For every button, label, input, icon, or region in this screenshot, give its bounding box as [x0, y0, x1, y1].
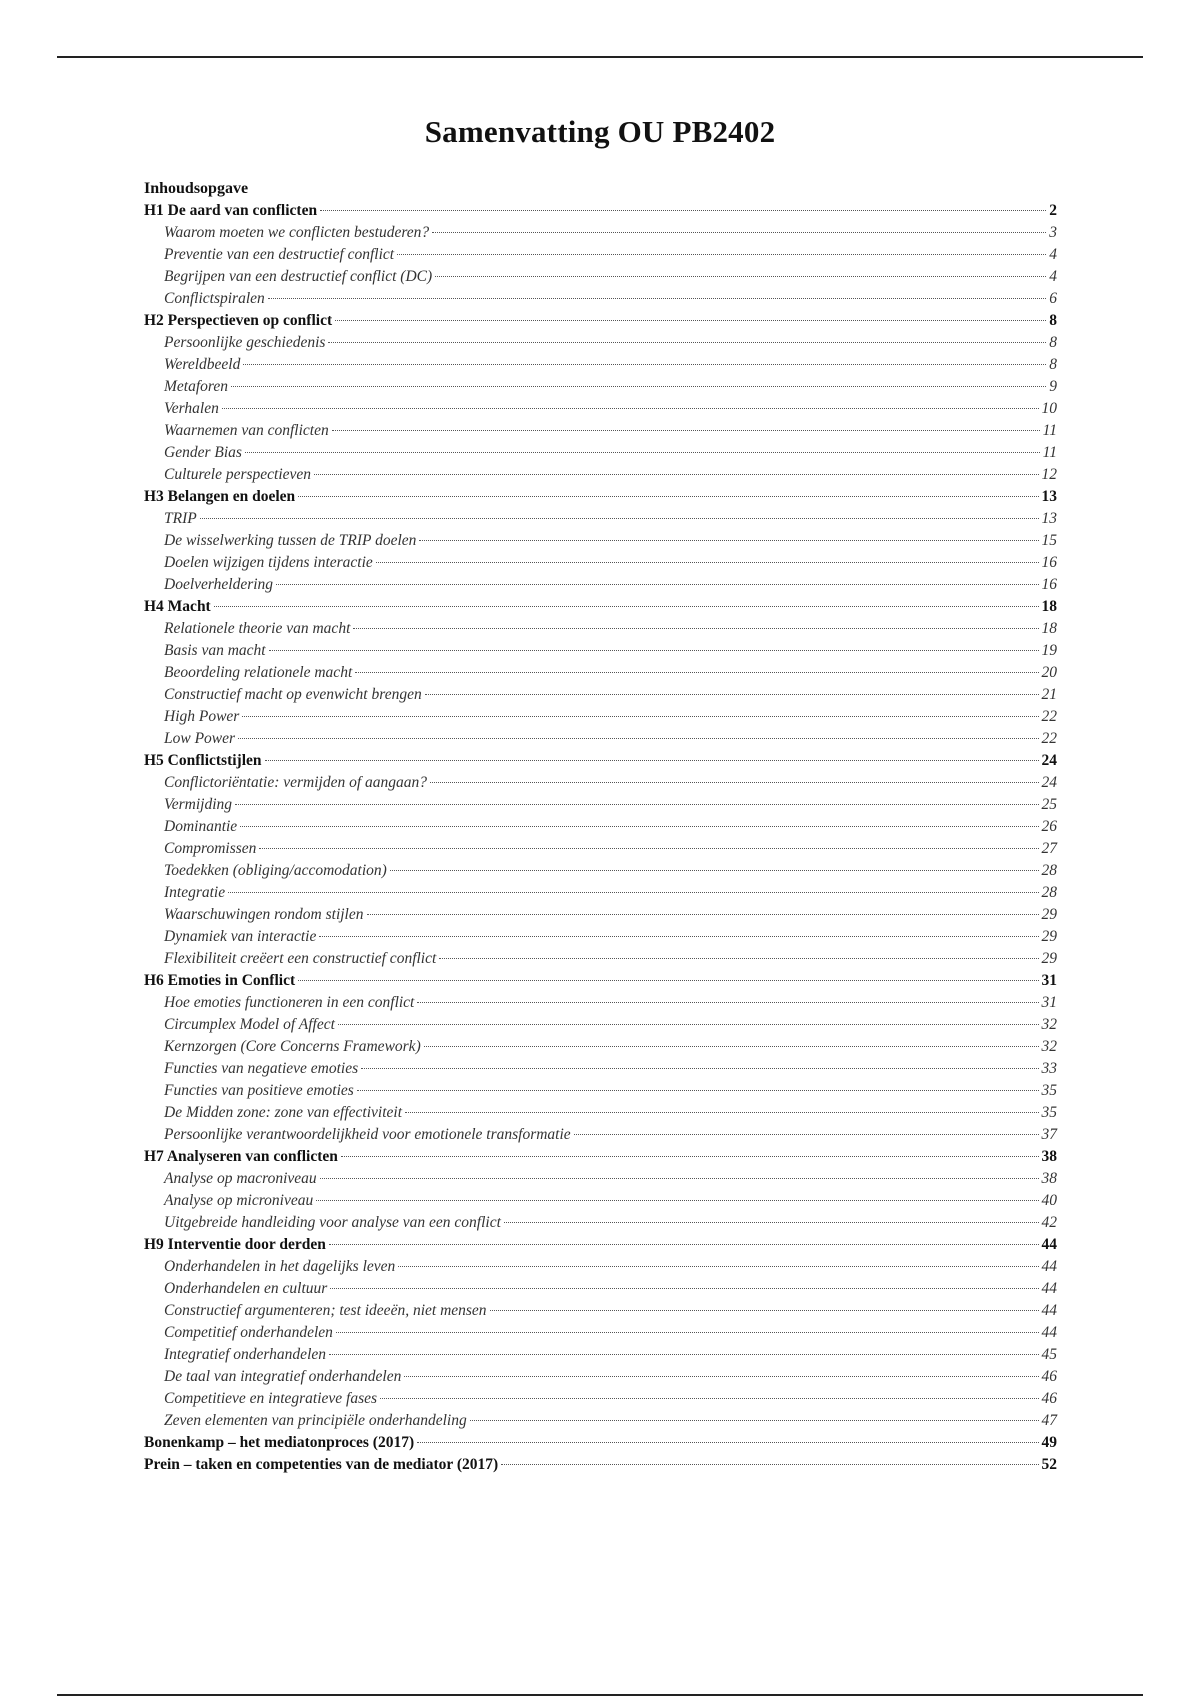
toc-entry-label: Waarschuwingen rondom stijlen	[164, 906, 364, 923]
toc-page-number: 22	[1041, 708, 1057, 725]
toc-dot-leader	[357, 1090, 1039, 1091]
toc-dot-leader	[316, 1200, 1038, 1201]
toc-page-number: 12	[1041, 466, 1057, 483]
toc-entry-label: Vermijding	[164, 796, 233, 813]
toc-page-number: 35	[1041, 1104, 1057, 1121]
toc-section-link[interactable]	[144, 772, 1057, 794]
toc-section-link[interactable]	[144, 640, 1057, 662]
toc-section-link[interactable]	[144, 398, 1057, 420]
toc-page-number: 3	[1049, 224, 1057, 241]
toc-entry-label: De Midden zone: zone van effectiviteit	[164, 1104, 403, 1121]
toc-page-number: 35	[1041, 1082, 1057, 1099]
toc-dot-leader	[430, 782, 1038, 783]
toc-entry-label: De wisselwerking tussen de TRIP doelen	[164, 532, 417, 549]
toc-dot-leader	[329, 1354, 1038, 1355]
toc-dot-leader	[574, 1134, 1039, 1135]
toc-section-link[interactable]	[144, 354, 1057, 376]
toc-section-link[interactable]	[144, 574, 1057, 596]
toc-entry-label: Gender Bias	[164, 444, 242, 461]
toc-section-link[interactable]	[144, 420, 1057, 442]
toc-entry-label: Waarom moeten we conflicten bestuderen?	[164, 224, 430, 241]
toc-page-number: 32	[1041, 1016, 1057, 1033]
toc-section-link[interactable]	[144, 1366, 1057, 1388]
toc-section-link[interactable]	[144, 838, 1057, 860]
toc-entry-label: Analyse op macroniveau	[164, 1170, 317, 1187]
toc-page-number: 10	[1041, 400, 1057, 417]
toc-dot-leader	[328, 342, 1046, 343]
toc-page-number: 8	[1049, 356, 1057, 373]
toc-section-link[interactable]	[144, 882, 1057, 904]
toc-page-number: 38	[1041, 1170, 1057, 1187]
toc-section-link[interactable]	[144, 1190, 1057, 1212]
toc-page-number: 32	[1041, 1038, 1057, 1055]
toc-entry-label: Zeven elementen van principiële onderhandeling	[164, 1412, 467, 1429]
toc-entry-label: De taal van integratief onderhandelen	[164, 1368, 402, 1385]
toc-entry-label: H7 Analyseren van conflicten	[144, 1148, 338, 1165]
toc-page-number: 18	[1041, 620, 1057, 637]
toc-page-number: 13	[1041, 488, 1057, 505]
toc-entry-label: Dynamiek van interactie	[164, 928, 317, 945]
toc-entry-label: H2 Perspectieven op conflict	[144, 312, 333, 329]
toc-dot-leader	[235, 804, 1038, 805]
toc-section-link[interactable]	[144, 1278, 1057, 1300]
toc-entry-label: Constructief argumenteren; test ideeën, niet mensen	[164, 1302, 487, 1319]
toc-chapter-link[interactable]	[144, 486, 1057, 508]
toc-page-number: 47	[1041, 1412, 1057, 1429]
toc-section-link[interactable]	[144, 1124, 1057, 1146]
toc-dot-leader	[259, 848, 1038, 849]
toc-entry-label: Preventie van een destructief conflict	[164, 246, 395, 263]
toc-entry-label: H3 Belangen en doelen	[144, 488, 296, 505]
toc-entry-label: Low Power	[164, 730, 236, 747]
toc-dot-leader	[314, 474, 1038, 475]
toc-section-link[interactable]	[144, 1168, 1057, 1190]
toc-section-link[interactable]	[144, 266, 1057, 288]
header-rule	[57, 56, 1143, 58]
toc-section-link[interactable]	[144, 618, 1057, 640]
toc-chapter-link[interactable]	[144, 1234, 1057, 1256]
toc-dot-leader	[405, 1112, 1038, 1113]
toc-dot-leader	[424, 1046, 1039, 1047]
toc-page-number: 4	[1049, 246, 1057, 263]
toc-dot-leader	[397, 254, 1046, 255]
toc-page-number: 16	[1041, 554, 1057, 571]
toc-entry-label: Integratief onderhandelen	[164, 1346, 327, 1363]
toc-dot-leader	[335, 320, 1046, 321]
toc-entry-label: Persoonlijke verantwoordelijkheid voor emotionele transformatie	[164, 1126, 571, 1143]
toc-dot-leader	[238, 738, 1038, 739]
toc-dot-leader	[298, 496, 1038, 497]
toc-entry-label: Integratie	[164, 884, 226, 901]
toc-heading: Inhoudsopgave	[144, 180, 249, 197]
toc-page-number: 22	[1041, 730, 1057, 747]
toc-entry-label: H9 Interventie door derden	[144, 1236, 326, 1253]
toc-dot-leader	[390, 870, 1039, 871]
toc-page-number: 37	[1041, 1126, 1057, 1143]
toc-entry-label: Circumplex Model of Affect	[164, 1016, 335, 1033]
toc-chapter-link[interactable]	[144, 1146, 1057, 1168]
toc-section-link[interactable]	[144, 1014, 1057, 1036]
toc-entry-label: TRIP	[164, 510, 197, 527]
toc-dot-leader	[419, 540, 1038, 541]
toc-section-link[interactable]	[144, 508, 1057, 530]
toc-page-number: 29	[1041, 928, 1057, 945]
toc-dot-leader	[439, 958, 1038, 959]
toc-section-link[interactable]	[144, 684, 1057, 706]
toc-entry-label: Metaforen	[164, 378, 228, 395]
toc-section-link[interactable]	[144, 860, 1057, 882]
toc-dot-leader	[376, 562, 1039, 563]
toc-entry-label: Prein – taken en competenties van de mediator (2017)	[144, 1456, 499, 1473]
footer-rule	[57, 1694, 1143, 1696]
toc-page-number: 42	[1041, 1214, 1057, 1231]
toc-section-link[interactable]	[144, 288, 1057, 310]
toc-section-link[interactable]	[144, 552, 1057, 574]
toc-page-number: 46	[1041, 1390, 1057, 1407]
toc-dot-leader	[242, 716, 1038, 717]
toc-dot-leader	[268, 298, 1047, 299]
toc-dot-leader	[332, 430, 1040, 431]
toc-dot-leader	[425, 694, 1039, 695]
toc-section-link[interactable]	[144, 728, 1057, 750]
toc-section-link[interactable]	[144, 816, 1057, 838]
toc-entry-label: Kernzorgen (Core Concerns Framework)	[164, 1038, 421, 1055]
toc-page-number: 2	[1049, 202, 1057, 219]
toc-dot-leader	[353, 628, 1038, 629]
toc-dot-leader	[329, 1244, 1039, 1245]
toc-entry-label: H6 Emoties in Conflict	[144, 972, 296, 989]
toc-dot-leader	[245, 452, 1040, 453]
toc-dot-leader	[355, 672, 1038, 673]
toc-entry-label: Culturele perspectieven	[164, 466, 312, 483]
toc-dot-leader	[417, 1442, 1038, 1443]
toc-dot-leader	[200, 518, 1039, 519]
toc-dot-leader	[338, 1024, 1039, 1025]
toc-dot-leader	[265, 760, 1039, 761]
toc-page-number: 31	[1041, 994, 1057, 1011]
toc-dot-leader	[231, 386, 1046, 387]
toc-page-number: 15	[1041, 532, 1057, 549]
toc-dot-leader	[276, 584, 1038, 585]
toc-page-number: 28	[1041, 884, 1057, 901]
toc-entry-label: Hoe emoties functioneren in een conflict	[164, 994, 415, 1011]
toc-section-link[interactable]	[144, 1322, 1057, 1344]
toc-page-number: 6	[1049, 290, 1057, 307]
toc-entry-label: Relationele theorie van macht	[164, 620, 351, 637]
toc-section-link[interactable]	[144, 948, 1057, 970]
toc-section-link[interactable]	[144, 992, 1057, 1014]
toc-dot-leader	[341, 1156, 1039, 1157]
toc-dot-leader	[404, 1376, 1038, 1377]
toc-entry-label: Functies van negatieve emoties	[164, 1060, 359, 1077]
toc-page-number: 49	[1041, 1434, 1057, 1451]
toc-section-link[interactable]	[144, 1212, 1057, 1234]
toc-page-number: 9	[1049, 378, 1057, 395]
toc-dot-leader	[367, 914, 1039, 915]
toc-page-number: 25	[1041, 796, 1057, 813]
toc-entry-label: Conflictoriëntatie: vermijden of aangaan?	[164, 774, 428, 791]
toc-chapter-link[interactable]	[144, 596, 1057, 618]
toc-chapter-link[interactable]	[144, 1454, 1057, 1476]
toc-entry-label: Competitief onderhandelen	[164, 1324, 333, 1341]
toc-dot-leader	[380, 1398, 1038, 1399]
toc-entry-label: Onderhandelen in het dagelijks leven	[164, 1258, 396, 1275]
toc-entry-label: Dominantie	[164, 818, 238, 835]
toc-page-number: 44	[1041, 1236, 1057, 1253]
document-title: Samenvatting OU PB2402	[424, 114, 776, 149]
toc-page-number: 11	[1042, 422, 1057, 439]
toc-entry-label: Verhalen	[164, 400, 219, 417]
toc-page-number: 44	[1041, 1258, 1057, 1275]
toc-section-link[interactable]	[144, 1036, 1057, 1058]
toc-section-link[interactable]	[144, 1344, 1057, 1366]
toc-page-number: 24	[1041, 774, 1057, 791]
toc-dot-leader	[320, 210, 1046, 211]
toc-entry-label: High Power	[164, 708, 240, 725]
toc-section-link[interactable]	[144, 1388, 1057, 1410]
toc-page-number: 21	[1041, 686, 1057, 703]
toc-dot-leader	[320, 1178, 1039, 1179]
toc-page-number: 27	[1041, 840, 1057, 857]
toc-chapter-link[interactable]	[144, 1432, 1057, 1454]
toc-page-number: 8	[1049, 312, 1057, 329]
toc-page-number: 8	[1049, 334, 1057, 351]
toc-entry-label: Compromissen	[164, 840, 257, 857]
toc-section-link[interactable]	[144, 904, 1057, 926]
toc-page-number: 16	[1041, 576, 1057, 593]
toc-section-link[interactable]	[144, 222, 1057, 244]
toc-entry-label: Functies van positieve emoties	[164, 1082, 354, 1099]
toc-section-link[interactable]	[144, 442, 1057, 464]
toc-dot-leader	[298, 980, 1038, 981]
toc-page-number: 33	[1041, 1060, 1057, 1077]
toc-dot-leader	[319, 936, 1038, 937]
toc-section-link[interactable]	[144, 1256, 1057, 1278]
toc-section-link[interactable]	[144, 244, 1057, 266]
toc-page-number: 29	[1041, 906, 1057, 923]
toc-page-number: 31	[1041, 972, 1057, 989]
toc-section-link[interactable]	[144, 1410, 1057, 1432]
toc-dot-leader	[470, 1420, 1039, 1421]
toc-chapter-link[interactable]	[144, 200, 1057, 222]
toc-chapter-link[interactable]	[144, 750, 1057, 772]
toc-page-number: 20	[1041, 664, 1057, 681]
toc-section-link[interactable]	[144, 1300, 1057, 1322]
toc-section-link[interactable]	[144, 662, 1057, 684]
toc-page-number: 44	[1041, 1324, 1057, 1341]
toc-entry-label: H5 Conflictstijlen	[144, 752, 262, 769]
toc-dot-leader	[398, 1266, 1038, 1267]
toc-entry-label: Waarnemen van conflicten	[164, 422, 329, 439]
toc-entry-label: Constructief macht op evenwicht brengen	[164, 686, 422, 703]
toc-dot-leader	[501, 1464, 1038, 1465]
toc-entry-label: Flexibiliteit creëert een constructief conflict	[164, 950, 437, 967]
toc-section-link[interactable]	[144, 926, 1057, 948]
toc-entry-label: Competitieve en integratieve fases	[164, 1390, 378, 1407]
toc-dot-leader	[222, 408, 1039, 409]
toc-entry-label: Uitgebreide handleiding voor analyse van een conflict	[164, 1214, 501, 1231]
toc-page-number: 24	[1041, 752, 1057, 769]
toc-entry-label: Analyse op microniveau	[164, 1192, 314, 1209]
toc-page-number: 44	[1041, 1302, 1057, 1319]
toc-page-number: 45	[1041, 1346, 1057, 1363]
toc-dot-leader	[417, 1002, 1038, 1003]
toc-section-link[interactable]	[144, 1080, 1057, 1102]
toc-section-link[interactable]	[144, 794, 1057, 816]
toc-dot-leader	[504, 1222, 1039, 1223]
toc-entry-label: Basis van macht	[164, 642, 266, 659]
toc-dot-leader	[214, 606, 1039, 607]
toc-page-number: 26	[1041, 818, 1057, 835]
toc-entry-label: Toedekken (obliging/accomodation)	[164, 862, 387, 879]
toc-dot-leader	[330, 1288, 1038, 1289]
toc-section-link[interactable]	[144, 706, 1057, 728]
toc-page-number: 13	[1041, 510, 1057, 527]
toc-section-link[interactable]	[144, 1058, 1057, 1080]
toc-entry-label: Wereldbeeld	[164, 356, 241, 373]
toc-page-number: 19	[1041, 642, 1057, 659]
toc-entry-label: Persoonlijke geschiedenis	[164, 334, 326, 351]
toc-dot-leader	[361, 1068, 1038, 1069]
toc-section-link[interactable]	[144, 1102, 1057, 1124]
toc-entry-label: Doelverheldering	[164, 576, 274, 593]
toc-page-number: 11	[1042, 444, 1057, 461]
toc-dot-leader	[240, 826, 1038, 827]
toc-page-number: 29	[1041, 950, 1057, 967]
toc-page-number: 18	[1041, 598, 1057, 615]
toc-dot-leader	[490, 1310, 1039, 1311]
toc-entry-label: H4 Macht	[144, 598, 211, 615]
toc-page-number: 28	[1041, 862, 1057, 879]
toc-dot-leader	[269, 650, 1039, 651]
toc-section-link[interactable]	[144, 530, 1057, 552]
toc-page-number: 40	[1041, 1192, 1057, 1209]
toc-section-link[interactable]	[144, 376, 1057, 398]
toc-entry-label: Beoordeling relationele macht	[164, 664, 353, 681]
toc-page-number: 38	[1041, 1148, 1057, 1165]
toc-list	[144, 200, 1057, 1476]
toc-entry-label: Conflictspiralen	[164, 290, 265, 307]
toc-entry-label: Onderhandelen en cultuur	[164, 1280, 328, 1297]
toc-entry-label: Bonenkamp – het mediatonproces (2017)	[144, 1434, 415, 1451]
toc-dot-leader	[432, 232, 1046, 233]
toc-section-link[interactable]	[144, 464, 1057, 486]
toc-dot-leader	[435, 276, 1046, 277]
toc-entry-label: Begrijpen van een destructief conflict (DC)	[164, 268, 433, 285]
toc-page-number: 44	[1041, 1280, 1057, 1297]
toc-section-link[interactable]	[144, 332, 1057, 354]
table-of-contents	[144, 178, 1057, 1476]
toc-page-number: 46	[1041, 1368, 1057, 1385]
toc-entry-label: Doelen wijzigen tijdens interactie	[164, 554, 373, 571]
toc-chapter-link[interactable]	[144, 970, 1057, 992]
toc-dot-leader	[336, 1332, 1039, 1333]
toc-dot-leader	[228, 892, 1038, 893]
toc-chapter-link[interactable]	[144, 310, 1057, 332]
toc-dot-leader	[243, 364, 1046, 365]
toc-page-number: 4	[1049, 268, 1057, 285]
toc-entry-label: H1 De aard van conflicten	[144, 202, 318, 219]
toc-page-number: 52	[1041, 1456, 1057, 1473]
